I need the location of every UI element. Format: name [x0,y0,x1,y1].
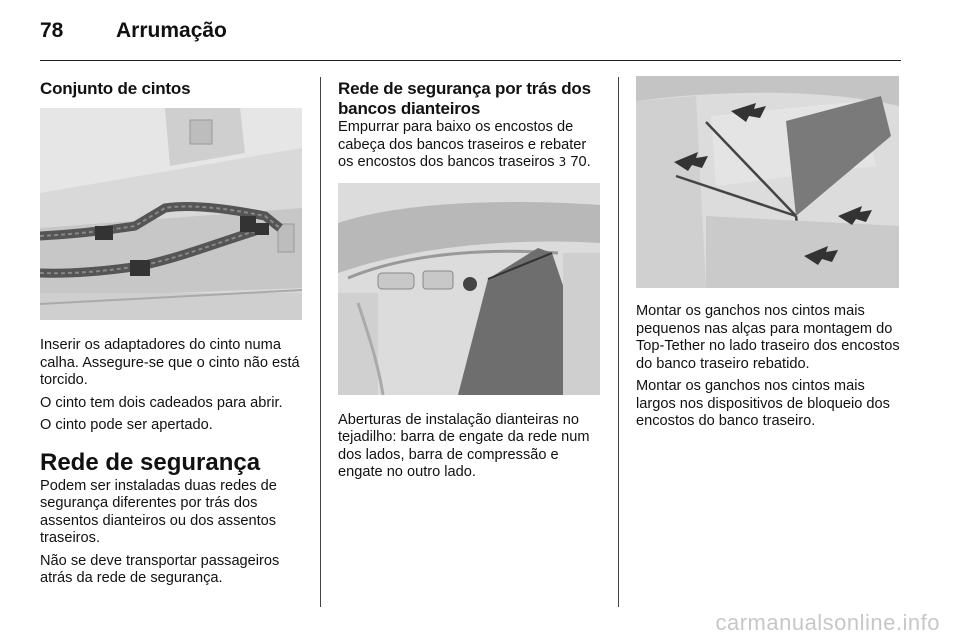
net-installation-illustration [636,76,899,288]
paragraph-insert-adapters: Inserir os adaptadores do cinto numa calha. Assegure-se que o cinto não está torcido. [40,337,300,388]
section-title-safety-net: Rede de segurança [40,448,261,476]
column-3 [636,76,902,431]
page-ref-arrow-icon: 3 [558,155,567,169]
page-number: 78 [40,19,64,42]
paragraph-two-nets: Podem ser instaladas duas redes de segurança diferentes por trás dos assentos dianteiros ou dos assentos traseiros. [40,477,277,546]
paragraph-belt-tightened: O cinto pode ser apertado. [40,417,213,433]
page-ref-number: 70. [570,154,591,170]
heading-belt-set: Conjunto de cintos [40,79,191,98]
header-rule [40,60,901,61]
page-header [40,16,227,46]
paragraph-push-headrests-text: Empurrar para baixo os encostos de cabeça dos bancos traseiros e rebater os encostos dos bancos traseiros [338,119,587,170]
heading-net-front-seats: Rede de segurança por trás dos bancos dianteiros [338,79,591,118]
roof-opening-illustration [338,183,600,395]
paragraph-push-headrests [338,119,604,172]
paragraph-two-buckles: O cinto tem dois cadeados para abrir. [40,394,283,411]
column-divider-2 [618,77,619,607]
watermark: carmanualsonline.info [715,610,940,635]
paragraph-smaller-belts: Montar os ganchos nos cintos mais pequenos nas alças para montagem do Top-Tether no lado traseiro dos encostos do banco traseiro rebatido. [636,303,900,372]
paragraph-larger-belts: Montar os ganchos nos cintos mais largos nos dispositivos de bloqueio dos encostos do banco traseiro. [636,378,890,429]
column-divider-1 [320,77,321,607]
caption-roof-openings: Aberturas de instalação dianteiras no tejadilho: barra de engate da rede num dos lados, barra de compressão e engate no outro lado. [338,411,590,480]
page-title: Arrumação [116,19,227,42]
column-2 [338,76,604,482]
belt-set-illustration [40,108,302,320]
column-1 [40,76,304,588]
paragraph-no-passengers: Não se deve transportar passageiros atrás da rede de segurança. [40,552,280,586]
